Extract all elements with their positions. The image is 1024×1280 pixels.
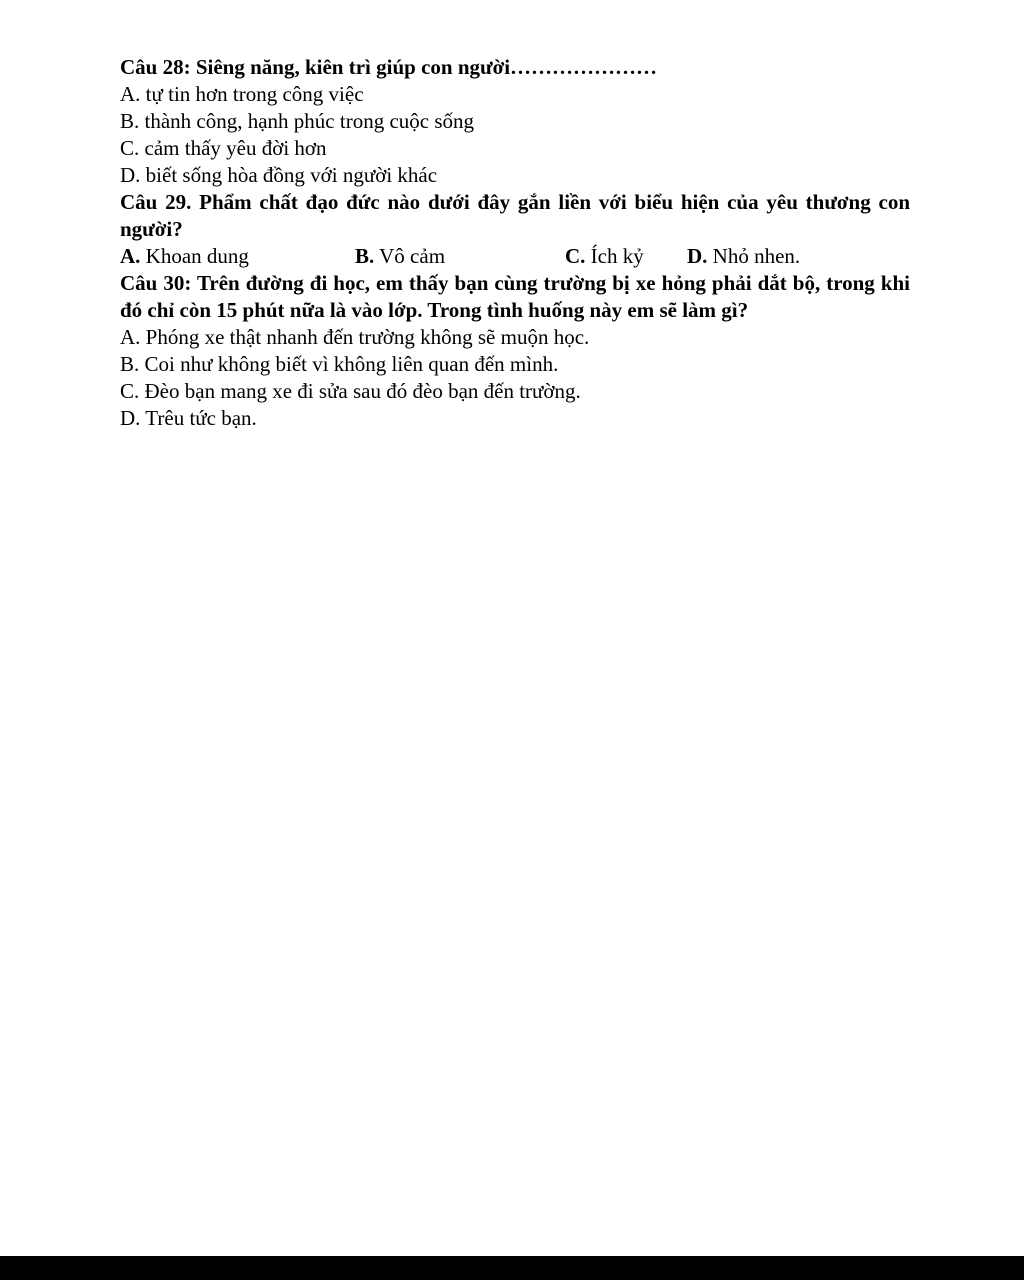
question-29-option-b xyxy=(355,243,445,270)
question-29 xyxy=(120,189,910,270)
option-letter: D. xyxy=(687,244,708,268)
option-text: Khoan dung xyxy=(145,244,249,268)
question-30-option-a: A. Phóng xe thật nhanh đến trường không sẽ muộn học. xyxy=(120,325,590,349)
question-28-option-b: B. thành công, hạnh phúc trong cuộc sống xyxy=(120,109,475,133)
question-28-option-a: A. tự tin hơn trong công việc xyxy=(120,82,364,106)
question-29-option-d xyxy=(687,243,800,270)
question-30-option-d: D. Trêu tức bạn. xyxy=(120,406,257,430)
option-text: Nhỏ nhen. xyxy=(712,244,801,268)
question-30-option-b: B. Coi như không biết vì không liên quan đến mình. xyxy=(120,352,559,376)
document-page xyxy=(120,54,910,432)
option-letter: C. xyxy=(565,244,586,268)
question-29-option-c xyxy=(565,243,644,270)
question-28-option-c: C. cảm thấy yêu đời hơn xyxy=(120,136,327,160)
question-28-stem: Câu 28: Siêng năng, kiên trì giúp con người………………… xyxy=(120,55,658,79)
option-text: Vô cảm xyxy=(379,244,446,268)
question-30-stem: Câu 30: Trên đường đi học, em thấy bạn cùng trường bị xe hỏng phải dắt bộ, trong khi đó chỉ còn 15 phút nữa là vào lớp. Trong tình huống này em sẽ làm gì? xyxy=(120,271,910,322)
question-29-options xyxy=(120,243,910,270)
question-30 xyxy=(120,270,910,432)
question-30-option-c: C. Đèo bạn mang xe đi sửa sau đó đèo bạn đến trường. xyxy=(120,379,581,403)
question-28-option-d: D. biết sống hòa đồng với người khác xyxy=(120,163,438,187)
option-letter: A. xyxy=(120,244,141,268)
bottom-black-bar xyxy=(0,1256,1024,1280)
question-29-option-a xyxy=(120,243,249,270)
option-text: Ích kỷ xyxy=(590,244,644,268)
question-29-stem: Câu 29. Phẩm chất đạo đức nào dưới đây gắn liền với biểu hiện của yêu thương con người? xyxy=(120,190,910,241)
option-letter: B. xyxy=(355,244,375,268)
question-28 xyxy=(120,54,910,189)
